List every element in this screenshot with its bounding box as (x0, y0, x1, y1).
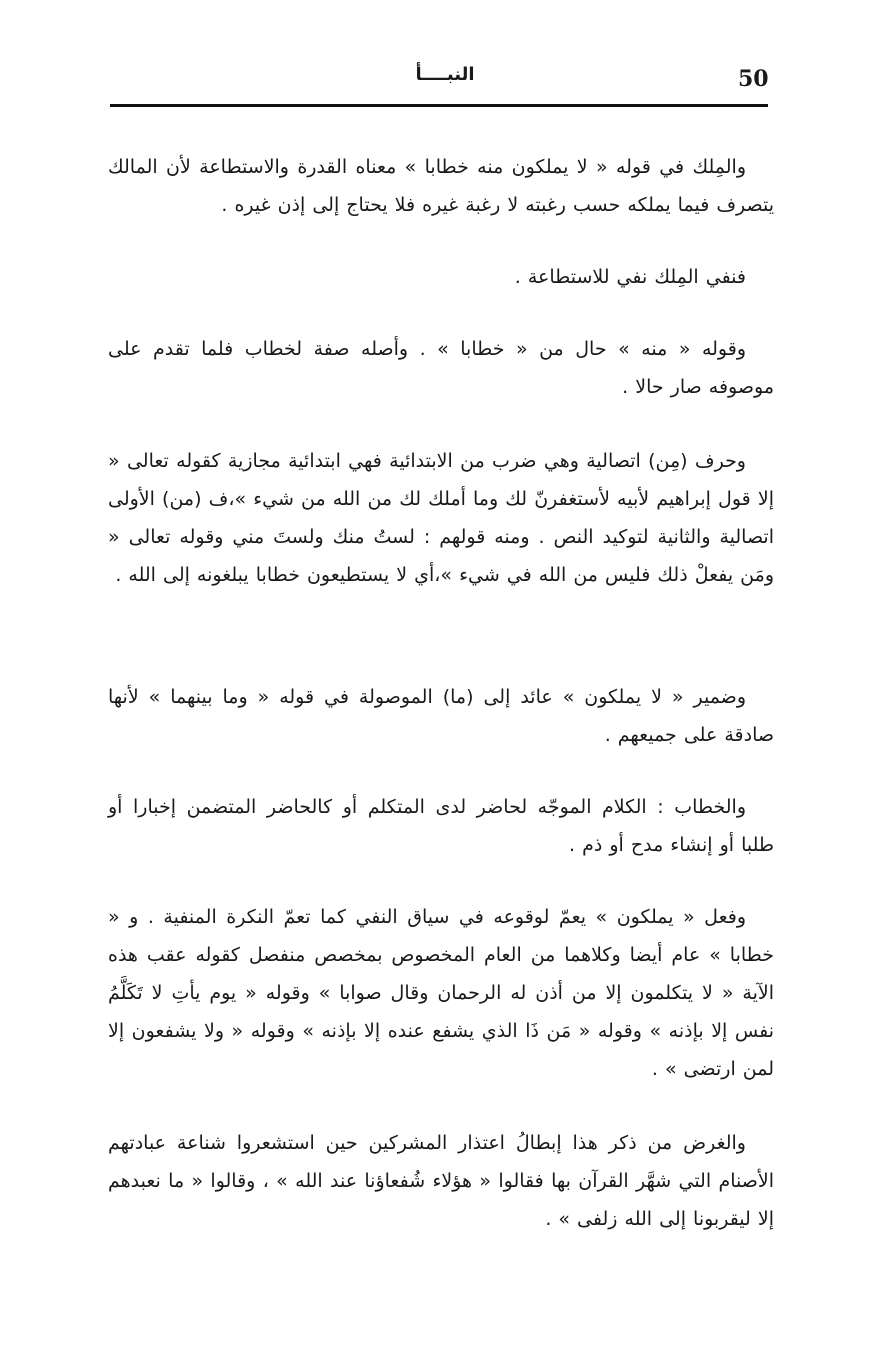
paragraph-text: وضمير « لا يملكون » عائد إلى (ما) الموصولة في قوله « وما بينهما » لأنها صادقة على جميعهم . (108, 686, 774, 746)
paragraph-text: فنفي المِلك نفي للاستطاعة . (514, 266, 746, 288)
paragraph-8 (108, 1124, 774, 1238)
paragraph-7 (108, 898, 774, 1088)
paragraph-text: والمِلك في قوله « لا يملكون منه خطابا » معناه القدرة والاستطاعة لأن المالك يتصرف فيما يملكه حسب رغبته لا رغبة غيره فلا يحتاج إلى إذن غيره . (108, 156, 774, 216)
header-rule (110, 104, 768, 107)
paragraph-text: والغرض من ذكر هذا إبطالُ اعتذار المشركين حين استشعروا شناعة عبادتهم الأصنام التي شهَّر القرآن بها فقالوا « هؤلاء شُفعاؤنا عند الله » ، وقالوا « ما نعبدهم إلا ليقربونا إلى الله زلفى » . (108, 1132, 774, 1230)
page-number: 50 (738, 66, 769, 92)
paragraph-text: وحرف (مِن) اتصالية وهي ضرب من الابتدائية فهي ابتدائية مجازية كقوله تعالى « إلا قول إبراهيم لأبيه لأستغفرنّ لك وما أملك لك من الله من شيء »،ف (من) الأولى اتصالية والثانية لتوكيد النص . ومنه قولهم : لستُ منك ولستَ مني وقوله تعالى « ومَن يفعلْ ذلك فليس من الله في شيء »،أي لا يستطيعون خطابا يبلغونه إلى الله . (108, 450, 774, 586)
running-title: النبــــأ (415, 64, 475, 85)
paragraph-4 (108, 442, 774, 594)
paragraph-text: وقوله « منه » حال من « خطابا » . وأصله صفة لخطاب فلما تقدم على موصوفه صار حالا . (108, 338, 774, 398)
paragraph-1 (108, 148, 774, 224)
paragraph-2 (108, 258, 774, 296)
paragraph-5 (108, 678, 774, 754)
paragraph-6 (108, 788, 774, 864)
paragraph-text: وفعل « يملكون » يعمّ لوقوعه في سياق النفي كما تعمّ النكرة المنفية . و « خطابا » عام أيضا وكلاهما من العام المخصوص بمخصص منفصل كقوله عقب هذه الآية « لا يتكلمون إلا من أذن له الرحمان وقال صوابا » وقوله « يوم يأتِ لا تَكَلَّمُ نفس إلا بإذنه » وقوله « مَن ذَا الذي يشفع عنده إلا بإذنه » وقوله « ولا يشفعون إلا لمن ارتضى » . (108, 906, 774, 1080)
paragraph-3 (108, 330, 774, 406)
page-header (110, 64, 768, 100)
paragraph-text: والخطاب : الكلام الموجّه لحاضر لدى المتكلم أو كالحاضر المتضمن إخبارا أو طلبا أو إنشاء مدح أو ذم . (108, 796, 774, 856)
